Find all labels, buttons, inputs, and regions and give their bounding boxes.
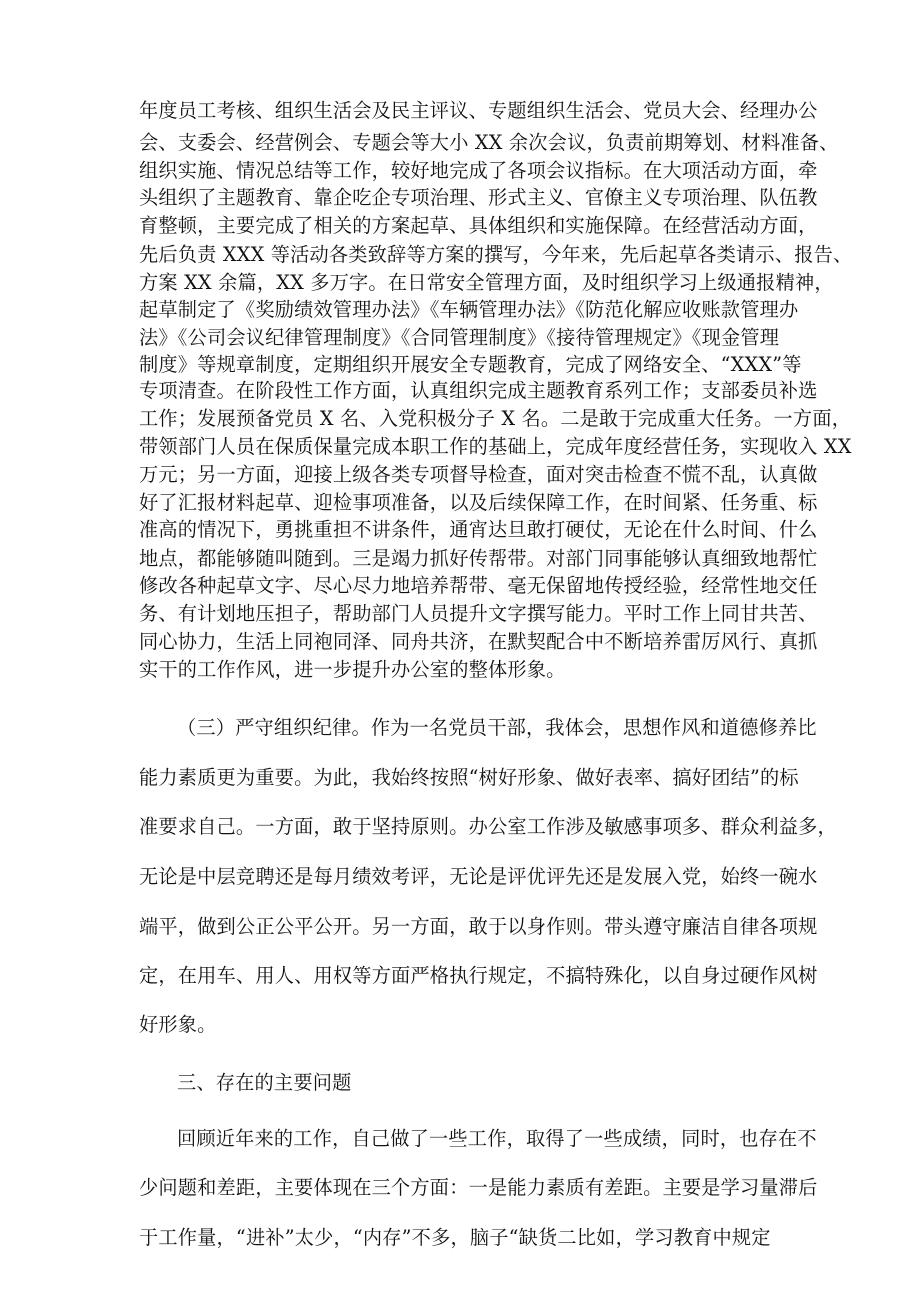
section-heading: 三、存在的主要问题 bbox=[177, 1071, 352, 1094]
text-line: 务、有计划地压担子，帮助部门人员提升文字撰写能力。平时工作上同甘共苦、 bbox=[139, 602, 818, 625]
text-line: 头组织了主题教育、靠企吃企专项治理、形式主义、官僚主义专项治理、队伍教 bbox=[139, 186, 818, 209]
text-line: 工作；发展预备党员 X 名、入党积极分子 X 名。二是敢于完成重大任务。一方面， bbox=[139, 407, 852, 430]
text-line: 带领部门人员在保质保量完成本职工作的基础上，完成年度经营任务，实现收入 XX bbox=[139, 435, 852, 458]
text-line: 准要求自己。一方面，敢于坚持原则。办公室工作涉及敏感事项多、群众利益多， bbox=[139, 815, 837, 838]
text-line: 制度》等规章制度，定期组织开展安全专题教育，完成了网络安全、“XXX”等 bbox=[139, 353, 802, 376]
text-line: 同心协力，生活上同袍同泽、同舟共济，在默契配合中不断培养雷厉风行、真抓 bbox=[139, 630, 818, 653]
text-line: 起草制定了《奖励绩效管理办法》《车辆管理办法》《防范化解应收账款管理办 bbox=[139, 298, 799, 321]
text-line: 先后负责 XXX 等活动各类致辞等方案的撰写，今年来，先后起草各类请示、报告、 bbox=[139, 243, 853, 266]
text-line: 育整顿，主要完成了相关的方案起草、具体组织和实施保障。在经营活动方面， bbox=[139, 214, 818, 237]
text-line: 组织实施、情况总结等工作，较好地完成了各项会议指标。在大项活动方面，牵 bbox=[139, 159, 818, 182]
text-line: 回顾近年来的工作，自己做了一些工作，取得了一些成绩，同时，也存在不 bbox=[177, 1127, 817, 1150]
text-line: 于工作量，“进补”太少，“内存”不多，脑子“缺货二比如，学习教育中规定 bbox=[139, 1226, 771, 1249]
text-line: 能力素质更为重要。为此，我始终按照“树好形象、做好表率、搞好团结”的标 bbox=[139, 766, 799, 789]
text-line: 端平，做到公正公平公开。另一方面，敢于以身作则。带头遵守廉洁自律各项规 bbox=[139, 915, 818, 938]
text-line: （三）严守组织纪律。作为一名党员干部，我体会，思想作风和道德修养比 bbox=[177, 716, 817, 739]
text-line: 好形象。 bbox=[139, 1013, 217, 1036]
text-line: 定，在用车、用人、用权等方面严格执行规定，不搞特殊化，以自身过硬作风树 bbox=[139, 964, 818, 987]
text-line: 准高的情况下，勇挑重担不讲条件，通宵达旦敢打硬仗，无论在什么时间、什么 bbox=[139, 518, 818, 541]
text-line: 年度员工考核、组织生活会及民主评议、专题组织生活会、党员大会、经理办公 bbox=[139, 99, 818, 122]
text-line: 会、支委会、经营例会、专题会等大小 XX 余次会议，负责前期筹划、材料准备、 bbox=[139, 131, 839, 154]
text-line: 实干的工作作风，进一步提升办公室的整体形象。 bbox=[139, 658, 566, 681]
text-line: 少问题和差距，主要体现在三个方面：一是能力素质有差距。主要是学习量滞后 bbox=[139, 1176, 818, 1199]
text-line: 法》《公司会议纪律管理制度》《合同管理制度》《接待管理规定》《现金管理 bbox=[139, 326, 780, 349]
text-line: 万元；另一方面，迎接上级各类专项督导检查，面对突击检查不慌不乱，认真做 bbox=[139, 463, 818, 486]
text-line: 地点，都能够随叫随到。三是竭力抓好传帮带。对部门同事能够认真细致地帮忙 bbox=[139, 547, 818, 570]
text-line: 好了汇报材料起草、迎检事项准备，以及后续保障工作，在时间紧、任务重、标 bbox=[139, 491, 818, 514]
text-line: 方案 XX 余篇，XX 多万字。在日常安全管理方面，及时组织学习上级通报精神， bbox=[139, 271, 834, 294]
text-line: 修改各种起草文字、尽心尽力地培养帮带、毫无保留地传授经验，经常性地交任 bbox=[139, 574, 818, 597]
text-line: 无论是中层竞聘还是每月绩效考评，无论是评优评先还是发展入党，始终一碗水 bbox=[139, 865, 818, 888]
text-line: 专项清查。在阶段性工作方面，认真组织完成主题教育系列工作；支部委员补选 bbox=[139, 379, 818, 402]
